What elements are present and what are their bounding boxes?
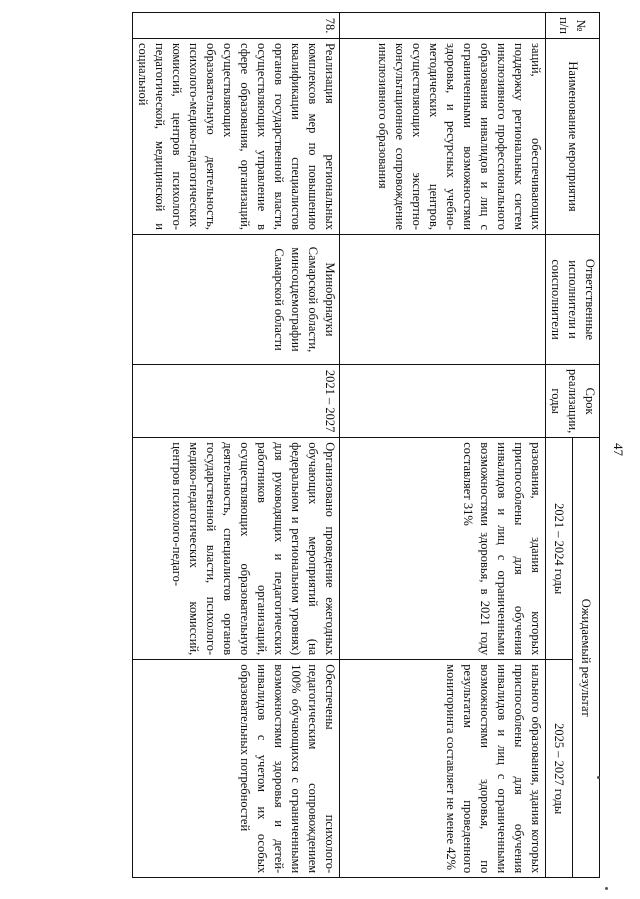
row-result-2025: Обеспечены психолого-педагогическим сопровождением 100% обучающихся с ограниченными возможностями здоровья и детей-инвалидов с учетом их особых образовательных потребностей — [133, 660, 340, 878]
header-num: № п/п — [546, 13, 600, 39]
header-responsible: Ответственные исполнители и соисполнители — [546, 235, 600, 365]
header-2025-2027: 2025 – 2027 годы — [546, 660, 573, 878]
table-row — [133, 13, 340, 878]
header-name: Наименование мероприятия — [546, 39, 600, 235]
header-2021-2024: 2021 – 2024 годы — [546, 438, 573, 660]
row-term: 2021 – 2027 — [133, 365, 340, 438]
row-number: 78. — [133, 13, 340, 39]
row-result-2021: Организовано проведение ежегодных обучающих мероприятий (на федеральном и региональном уровнях) для руководящих и педагогических работников организаций, осуществляющих образовательную деятельность, специалистов органов государственной власти, психолого-медико-педагогических комиссий, центров психолого-педаго- — [133, 438, 340, 660]
row-result-2025: нального образования, здания которых приспособлены для обучения инвалидов и лиц с ограниченными возможностями здоровья, по результатам проведенного мониторинга составляет не менее 42% — [340, 660, 546, 878]
row-measure: Реализация региональных комплексов мер по повышению квалификации специалистов органов государственной власти, осуществляющих управление в сфере образования, организаций, осуществляющих образовательную деятельность, психолого-медико-педагогических комиссий, центров психолого-педагогической, медицинской и социальной — [133, 39, 340, 235]
header-result: Ожидаемый результат — [573, 438, 600, 878]
row-number — [340, 13, 546, 39]
page-number: 47 — [611, 443, 626, 456]
header-term: Срок реализации, годы — [546, 365, 600, 438]
row-responsible — [340, 235, 546, 365]
header-row — [573, 13, 600, 878]
row-result-2021: разования, здания которых приспособлены для обучения инвалидов и лиц с ограниченными возможностями здоровья, в 2021 году составляет 31% — [340, 438, 546, 660]
scan-speck — [597, 776, 600, 779]
row-responsible: Минобрнауки Самарской области, минсоцдемографии Самарской области — [133, 235, 340, 365]
scan-speck — [605, 887, 608, 890]
row-term — [340, 365, 546, 438]
row-measure: заций, обеспечивающих поддержку региональных систем инклюзивного профессионального образования инвалидов и лиц с ограниченными возможностями здоровья, и ресурсных учебно-методических центров, осуществляющих экспертно-консультационное сопровождение инклюзивного образования — [340, 39, 546, 235]
table-row — [340, 13, 546, 878]
measures-table — [132, 12, 600, 878]
